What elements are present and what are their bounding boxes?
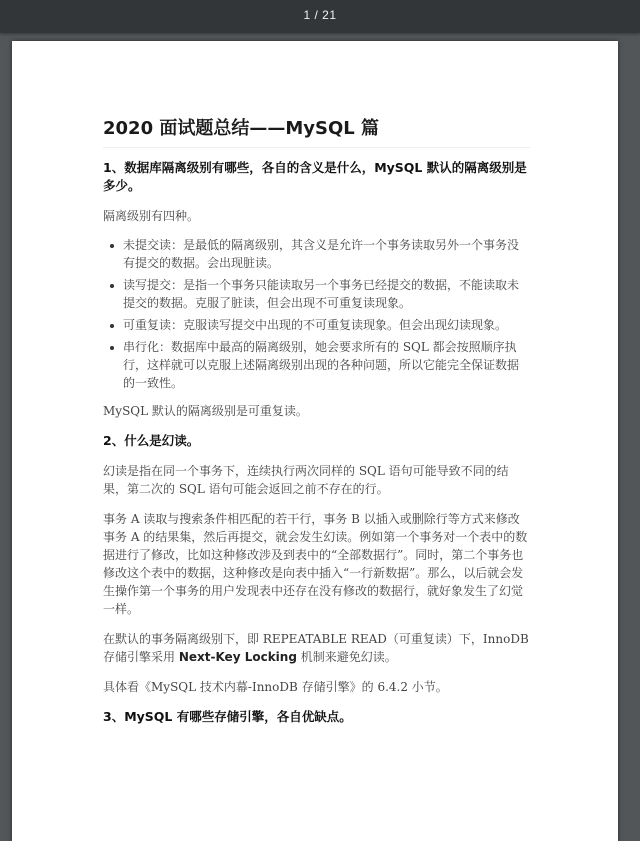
list-item-read-committed: 读写提交：是指一个事务只能读取另一个事务已经提交的数据，不能读取未提交的数据。克服了脏读，但会出现不可重复读现象。	[123, 276, 530, 312]
document-title: 2020 面试题总结——MySQL 篇	[103, 117, 530, 148]
list-item-repeatable-read: 可重复读：克服读写提交中出现的不可重复读现象。但会出现幻读现象。	[123, 316, 530, 334]
section-2-paragraph-2: 事务 A 读取与搜索条件相匹配的若干行，事务 B 以插入或删除行等方式来修改事务 A 的结果集，然后再提交，就会发生幻读。例如第一个事务对一个表中的数据进行了修改，比如这种修改涉及到表中的“全部数据行”。同时，第二个事务也修改这个表中的数据，这种修改是向表中插入“一行新数据”。那么，以后就会发生操作第一个事务的用户发现表中还存在没有修改的数据行，就好象发生了幻觉一样。	[103, 512, 528, 616]
page-content	[103, 41, 530, 726]
section-3-heading: 3、MySQL 有哪些存储引擎，各自优缺点。	[103, 709, 352, 724]
innodb-text-after: 机制来避免幻读。	[296, 650, 397, 664]
section-2-heading: 2、什么是幻读。	[103, 433, 200, 448]
section-2-reference: 具体看《MySQL 技术内幕-InnoDB 存储引擎》的 6.4.2 小节。	[103, 680, 448, 694]
list-item-read-uncommitted: 未提交读：是最低的隔离级别，其含义是允许一个事务读取另外一个事务没有提交的数据。会出现脏读。	[123, 236, 530, 272]
pdf-viewer-area[interactable]	[0, 33, 640, 724]
section-1-conclusion: MySQL 默认的隔离级别是可重复读。	[103, 404, 308, 418]
page-indicator: 1 / 21	[303, 8, 337, 22]
section-2-innodb-paragraph	[103, 630, 530, 666]
section-1-heading: 1、数据库隔离级别有哪些，各自的含义是什么，MySQL 默认的隔离级别是多少。	[103, 160, 527, 193]
section-1-intro: 隔离级别有四种。	[103, 209, 200, 223]
next-key-locking-term: Next-Key Locking	[178, 650, 297, 664]
pdf-viewer-toolbar	[0, 0, 640, 33]
pdf-page	[12, 41, 618, 841]
isolation-level-list	[103, 236, 530, 392]
list-item-serializable: 串行化：数据库中最高的隔离级别，她会要求所有的 SQL 都会按照顺序执行，这样就可以克服上述隔离级别出现的各种问题，所以它能完全保证数据的一致性。	[123, 338, 530, 392]
innodb-text-before: 在默认的事务隔离级别下，即 REPEATABLE READ（可重复读）下，InnoDB 存储引擎采用	[103, 632, 529, 664]
section-2-paragraph-1: 幻读是指在同一个事务下，连续执行两次同样的 SQL 语句可能导致不同的结果，第二次的 SQL 语句可能会返回之前不存在的行。	[103, 464, 509, 496]
